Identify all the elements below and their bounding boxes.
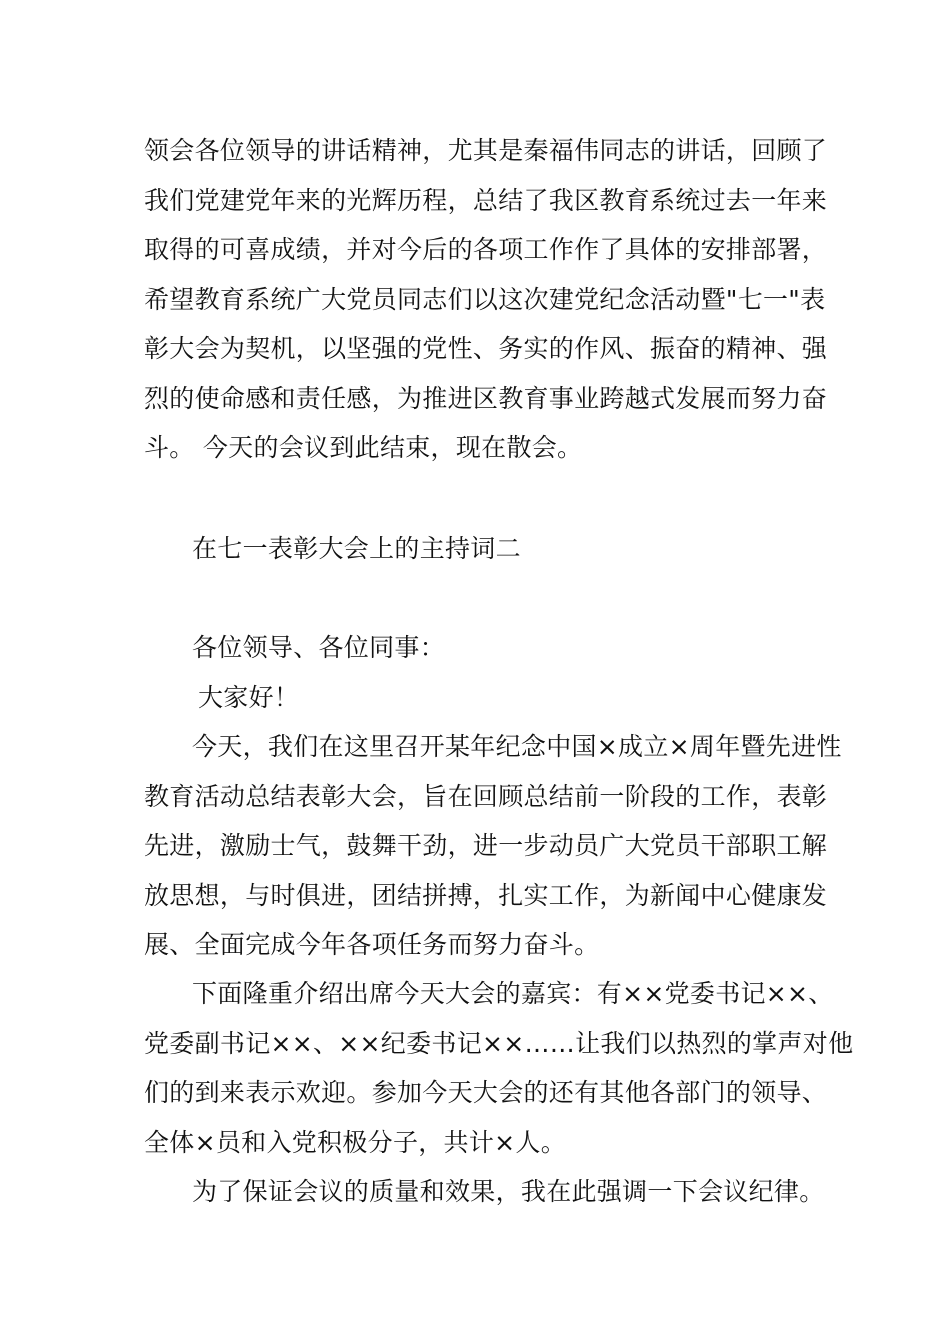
salutation-block: [144, 623, 814, 722]
text-line: 我们党建党年来的光辉历程，总结了我区教育系统过去一年来: [144, 185, 828, 215]
text-line: 烈的使命感和责任感，为推进区教育事业跨越式发展而努力奋: [144, 383, 828, 413]
text-line: 为了保证会议的质量和效果，我在此强调一下会议纪律。: [192, 1177, 825, 1206]
paragraph-closing-remarks: [144, 126, 828, 473]
section-heading: 在七一表彰大会上的主持词二: [192, 534, 521, 563]
text-line: 领会各位领导的讲话精神，尤其是秦福伟同志的讲话，回顾了: [144, 136, 828, 165]
text-line: 取得的可喜成绩，并对今后的各项工作作了具体的安排部署，: [144, 235, 828, 264]
text-line: 展、全面完成今年各项任务而努力奋斗。: [144, 930, 600, 959]
greeting: 大家好！: [198, 682, 300, 712]
salutation: 各位领导、各位同事：: [192, 633, 446, 662]
paragraph-guests: [144, 969, 854, 1167]
text-line: 先进，激励士气，鼓舞干劲，进一步动员广大党员干部职工解: [144, 831, 828, 860]
text-line: 斗。 今天的会议到此结束，现在散会。: [144, 433, 583, 462]
text-line: 党委副书记××、××纪委书记××……让我们以热烈的掌声对他: [144, 1028, 854, 1058]
paragraph-discipline: [144, 1167, 825, 1217]
text-line: 今天，我们在这里召开某年纪念中国×成立×周年暨先进性: [192, 732, 842, 761]
text-line: 放思想，与时俱进，团结拼搏，扎实工作，为新闻中心健康发: [144, 880, 828, 910]
text-line: 希望教育系统广大党员同志们以这次建党纪念活动暨"七一"表: [144, 284, 826, 314]
paragraph-opening: [144, 722, 842, 970]
section-heading-block: [144, 524, 814, 574]
text-line: 全体×员和入党积极分子，共计×人。: [144, 1127, 566, 1157]
text-line: 教育活动总结表彰大会，旨在回顾总结前一阶段的工作，表彰: [144, 781, 828, 811]
text-line: 下面隆重介绍出席今天大会的嘉宾：有××党委书记××、: [192, 979, 834, 1008]
text-line: 彰大会为契机，以坚强的党性、务实的作风、振奋的精神、强: [144, 334, 828, 363]
text-line: 们的到来表示欢迎。参加今天大会的还有其他各部门的领导、: [144, 1078, 828, 1107]
